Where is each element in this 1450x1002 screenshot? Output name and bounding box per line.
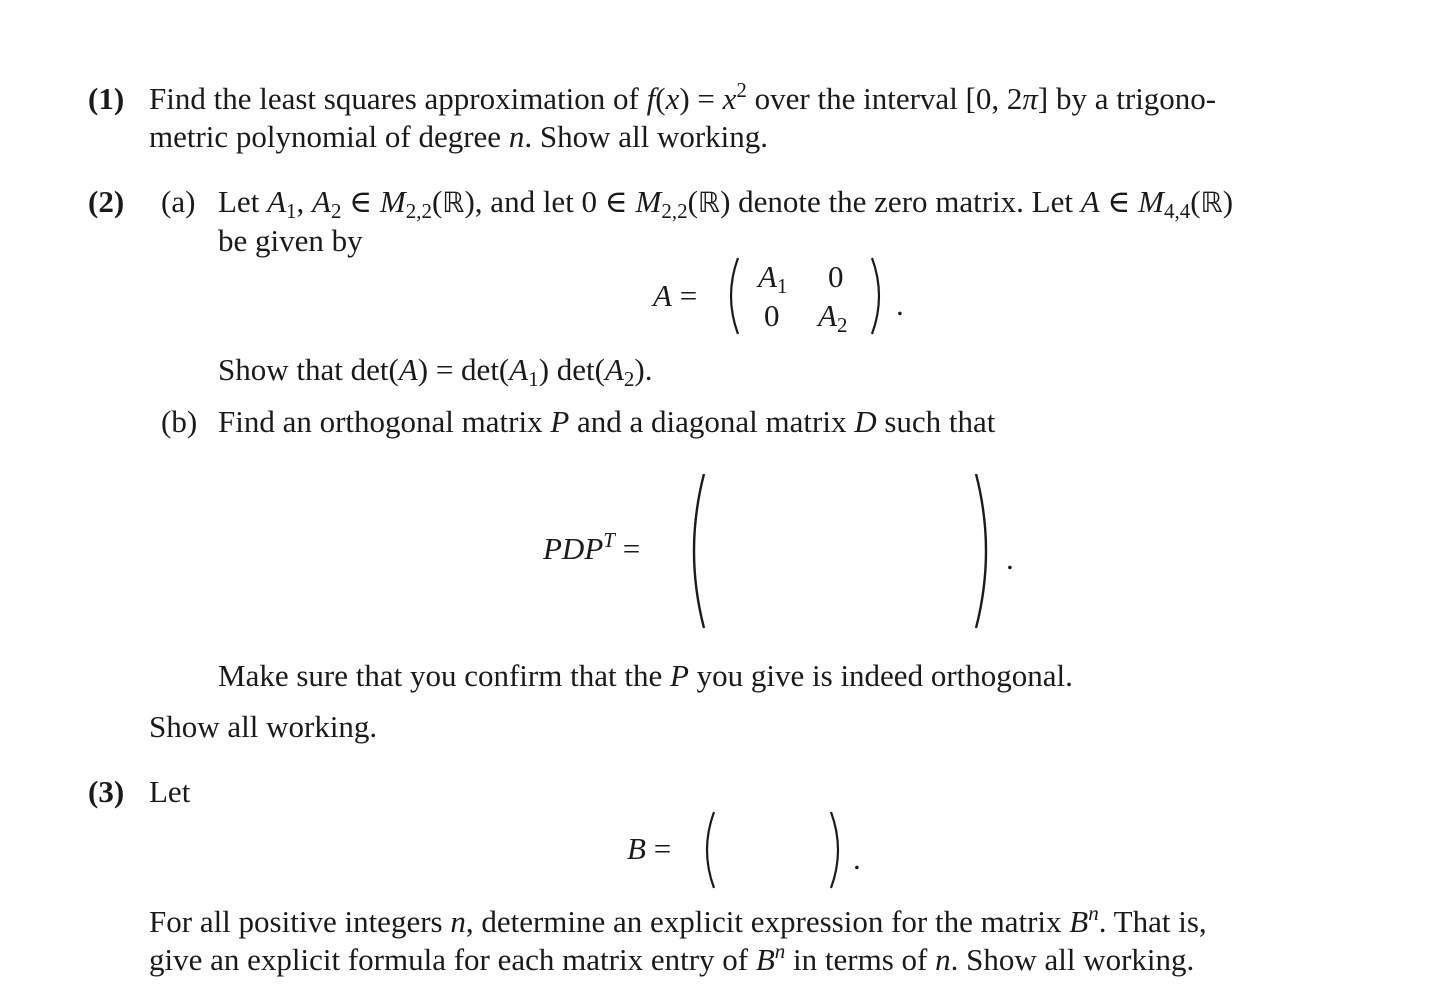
problem-3-number: (3) — [88, 774, 125, 809]
matrix-a-r2c1: 0 — [764, 298, 780, 333]
matrix-a-period: . — [896, 287, 904, 322]
problem-1-line-2: metric polynomial of degree n. Show all working. — [149, 119, 769, 154]
matrix-b-period: . — [853, 841, 861, 876]
problem-2a-line-2: be given by — [218, 223, 363, 258]
problem-1-line-1: Find the least squares approximation of $f(x) = x^2$ over the interval [0, 2π] by a trigono- — [149, 78, 1217, 116]
problem-2a-show-that: Show that $\det(A) = \det(A_1)$ $\det(A_2)$. — [218, 352, 653, 391]
problem-2b-confirm: Make sure that you confirm that the P you give is indeed orthogonal. — [218, 658, 1073, 693]
matrix-a-right-paren — [868, 256, 888, 336]
pdp-lhs: $PDP^T$ = — [543, 528, 641, 566]
problem-2-number: (2) — [88, 184, 125, 219]
matrix-b-right-paren — [827, 810, 847, 890]
matrix-b-lhs: B = — [627, 831, 672, 866]
problem-2-show-all-working: Show all working. — [149, 709, 378, 744]
pdp-matrix-right-paren — [972, 472, 998, 630]
problem-2a-label: (a) — [161, 184, 196, 219]
problem-3-let: Let — [149, 774, 191, 809]
problem-3-line-2: give an explicit formula for each matrix entry of $B^n$ in terms of n. Show all working. — [149, 939, 1195, 977]
problem-2a-line-1: Let $A_1$, $A_2$ ∈ $M_{2,2}(ℝ)$, and let 0 ∈ $M_{2,2}(ℝ)$ denote the zero matrix. Let A ∈ $M_{4,4}(ℝ)$ — [218, 184, 1234, 223]
matrix-b-left-paren — [698, 810, 718, 890]
matrix-a-r1c2: 0 — [828, 259, 844, 294]
matrix-a-lhs: A = — [653, 278, 698, 313]
pdp-matrix-left-paren — [682, 472, 708, 630]
problem-1-number: (1) — [88, 81, 125, 116]
problem-2b-label: (b) — [161, 404, 198, 439]
problem-2b-line: Find an orthogonal matrix P and a diagonal matrix D such that — [218, 404, 996, 439]
matrix-a-left-paren — [722, 256, 742, 336]
pdp-period: . — [1006, 541, 1014, 576]
matrix-a-r2c2: $A_2$ — [818, 298, 848, 337]
problem-3-line-1: For all positive integers n, determine an explicit expression for the matrix $B^n$. That is, — [149, 901, 1207, 939]
matrix-a-r1c1: $A_1$ — [758, 259, 788, 298]
